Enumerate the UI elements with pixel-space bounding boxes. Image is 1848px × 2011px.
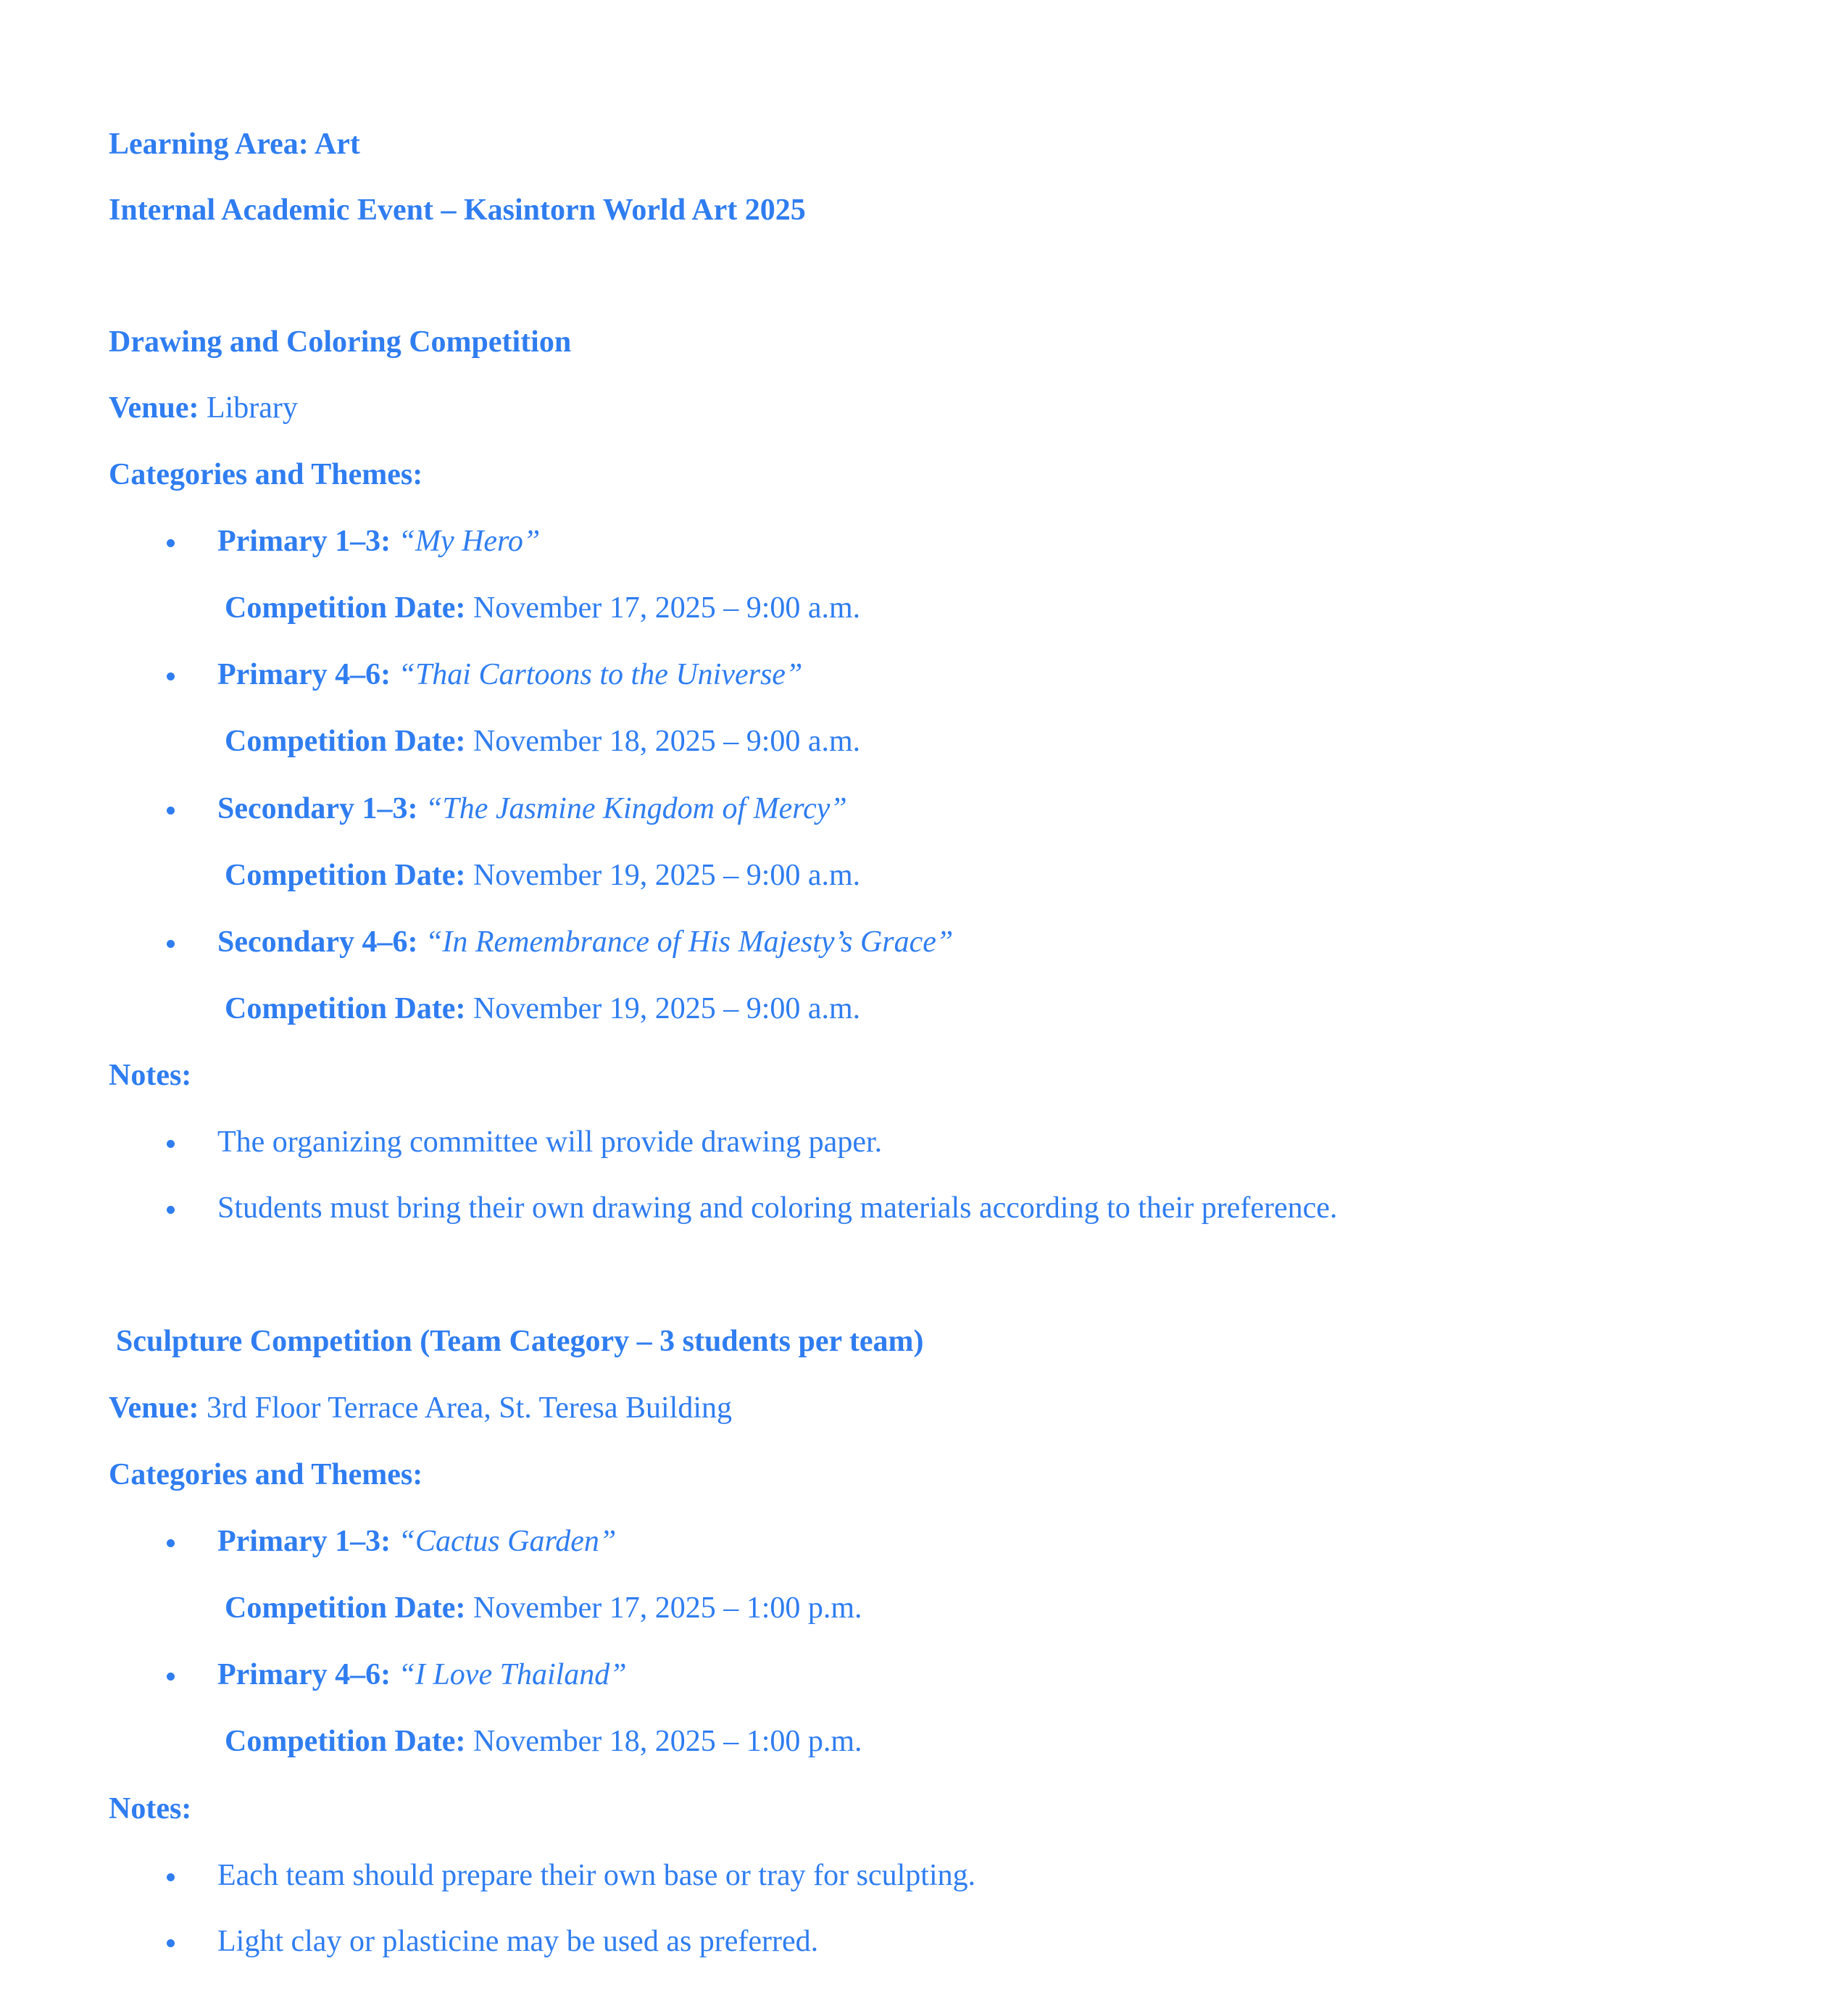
- drawing-notes-label: Notes:: [109, 1059, 192, 1092]
- category-level: Secondary 1–3:: [217, 792, 418, 825]
- note-item: Each team should prepare their own base or tray for sculpting.: [217, 1857, 975, 1894]
- note-item: Light clay or plasticine may be used as preferred.: [217, 1923, 818, 1960]
- category-level: Secondary 4–6:: [217, 925, 418, 959]
- event-title: Internal Academic Event – Kasintorn World Art 2025: [109, 193, 806, 227]
- competition-date-value: November 19, 2025 – 9:00 a.m.: [473, 859, 861, 892]
- category-level: Primary 1–3:: [217, 525, 391, 558]
- category-item: [217, 1523, 616, 1560]
- category-theme: “Cactus Garden”: [398, 1525, 617, 1558]
- sculpture-venue: [109, 1389, 732, 1427]
- category-item: [217, 923, 953, 961]
- category-item: [217, 790, 847, 828]
- competition-date-value: November 19, 2025 – 9:00 a.m.: [473, 992, 861, 1025]
- category-theme: “The Jasmine Kingdom of Mercy”: [425, 792, 847, 825]
- competition-date: [225, 723, 860, 760]
- competition-date-label: Competition Date:: [225, 1591, 466, 1625]
- competition-date: [225, 857, 860, 894]
- category-theme: “I Love Thailand”: [398, 1658, 627, 1691]
- drawing-venue: [109, 389, 298, 427]
- sculpture-categories-label: Categories and Themes:: [109, 1458, 423, 1491]
- competition-date: [225, 1589, 862, 1627]
- competition-date-value: November 17, 2025 – 1:00 p.m.: [473, 1591, 862, 1625]
- sculpture-section-title: Sculpture Competition (Team Category – 3 students per team): [116, 1325, 924, 1358]
- competition-date-label: Competition Date:: [225, 859, 466, 892]
- competition-date-value: November 18, 2025 – 9:00 a.m.: [473, 725, 861, 758]
- competition-date: [225, 1723, 862, 1760]
- competition-date-label: Competition Date:: [225, 591, 466, 625]
- category-theme: “In Remembrance of His Majesty’s Grace”: [425, 925, 954, 959]
- category-item: [217, 522, 540, 560]
- venue-label: Venue:: [109, 391, 199, 425]
- competition-date-label: Competition Date:: [225, 1725, 466, 1758]
- competition-date: [225, 589, 860, 627]
- category-level: Primary 4–6:: [217, 658, 391, 691]
- category-item: [217, 1656, 627, 1694]
- sculpture-notes-label: Notes:: [109, 1792, 192, 1825]
- competition-date-value: November 18, 2025 – 1:00 p.m.: [473, 1725, 862, 1758]
- learning-area-heading: Learning Area: Art: [109, 128, 360, 161]
- category-theme: “Thai Cartoons to the Universe”: [398, 658, 803, 691]
- venue-value: Library: [206, 391, 298, 425]
- venue-label: Venue:: [109, 1391, 199, 1425]
- competition-date-label: Competition Date:: [225, 992, 466, 1025]
- category-theme: “My Hero”: [398, 525, 541, 558]
- competition-date-label: Competition Date:: [225, 725, 466, 758]
- note-item: The organizing committee will provide drawing paper.: [217, 1123, 882, 1161]
- category-item: [217, 656, 802, 694]
- competition-date-value: November 17, 2025 – 9:00 a.m.: [473, 591, 861, 625]
- note-item: Students must bring their own drawing and coloring materials according to their preference.: [217, 1189, 1337, 1227]
- category-level: Primary 4–6:: [217, 1658, 391, 1691]
- competition-date: [225, 990, 860, 1028]
- category-level: Primary 1–3:: [217, 1525, 391, 1558]
- drawing-section-title: Drawing and Coloring Competition: [109, 325, 572, 359]
- venue-value: 3rd Floor Terrace Area, St. Teresa Building: [206, 1391, 733, 1425]
- drawing-categories-label: Categories and Themes:: [109, 458, 423, 491]
